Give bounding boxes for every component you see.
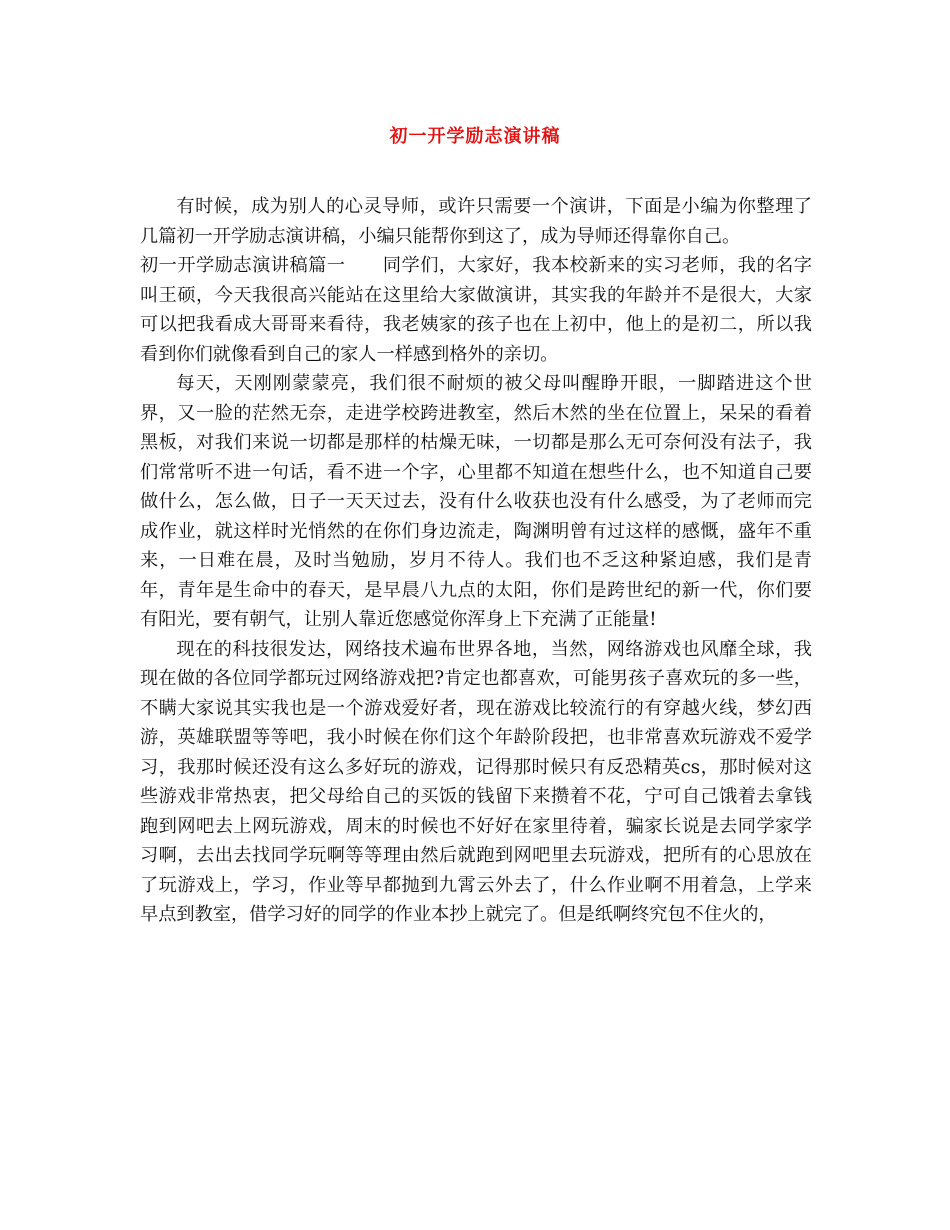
document-body [140,192,812,930]
paragraph-speech-one-opening: 初一开学励志演讲稿篇一 同学们，大家好，我本校新来的实习老师，我的名字叫王硕，今天我很高兴能站在这里给大家做演讲，其实我的年龄并不是很大，大家可以把我看成大哥哥来看待，我老姨家的孩子也在上初中，他上的是初二，所以我看到你们就像看到自己的家人一样感到格外的亲切。 [140,255,812,365]
paragraph-intro: 有时候，成为别人的心灵导师，或许只需要一个演讲，下面是小编为你整理了几篇初一开学励志演讲稿，小编只能帮你到这了，成为导师还得靠你自己。 [140,196,812,247]
paragraph-daily-life: 每天，天刚刚蒙蒙亮，我们很不耐烦的被父母叫醒睁开眼，一脚踏进这个世界，又一脸的茫然无奈，走进学校跨进教室，然后木然的坐在位置上，呆呆的看着黑板，对我们来说一切都是那样的枯燥无味，一切都是那么无可奈何没有法子，我们常常听不进一句话，看不进一个字，心里都不知道在想些什么，也不知道自己要做什么，怎么做，日子一天天过去，没有什么收获也没有什么感受，为了老师而完成作业，就这样时光悄然的在你们身边流走，陶渊明曾有过这样的感慨，盛年不重来，一日难在晨，及时当勉励，岁月不待人。我们也不乏这种紧迫感，我们是青年，青年是生命中的春天，是早晨八九点的太阳，你们是跨世纪的新一代，你们要有阳光，要有朝气，让别人靠近您感觉你浑身上下充满了正能量! [140,373,812,630]
paragraph-online-games: 现在的科技很发达，网络技术遍布世界各地，当然，网络游戏也风靡全球，我现在做的各位同学都玩过网络游戏把?肯定也都喜欢，可能男孩子喜欢玩的多一些，不瞒大家说其实我也是一个游戏爱好者，现在游戏比较流行的有穿越火线，梦幻西游，英雄联盟等等吧，我小时候在你们这个年龄阶段把，也非常喜欢玩游戏不爱学习，我那时候还没有这么多好玩的游戏，记得那时候只有反恐精英cs，那时候对这些游戏非常热衷，把父母给自己的买饭的钱留下来攒着不花，宁可自己饿着去拿钱跑到网吧去上网玩游戏，周末的时候也不好好在家里待着，骗家长说是去同学家学习啊，去出去找同学玩啊等等理由然后就跑到网吧里去玩游戏，把所有的心思放在了玩游戏上，学习，作业等早都抛到九霄云外去了，什么作业啊不用着急，上学来早点到教室，借学习好的同学的作业本抄上就完了。但是纸啊终究包不住火的， [140,638,812,925]
document-title: 初一开学励志演讲稿 [389,126,561,147]
